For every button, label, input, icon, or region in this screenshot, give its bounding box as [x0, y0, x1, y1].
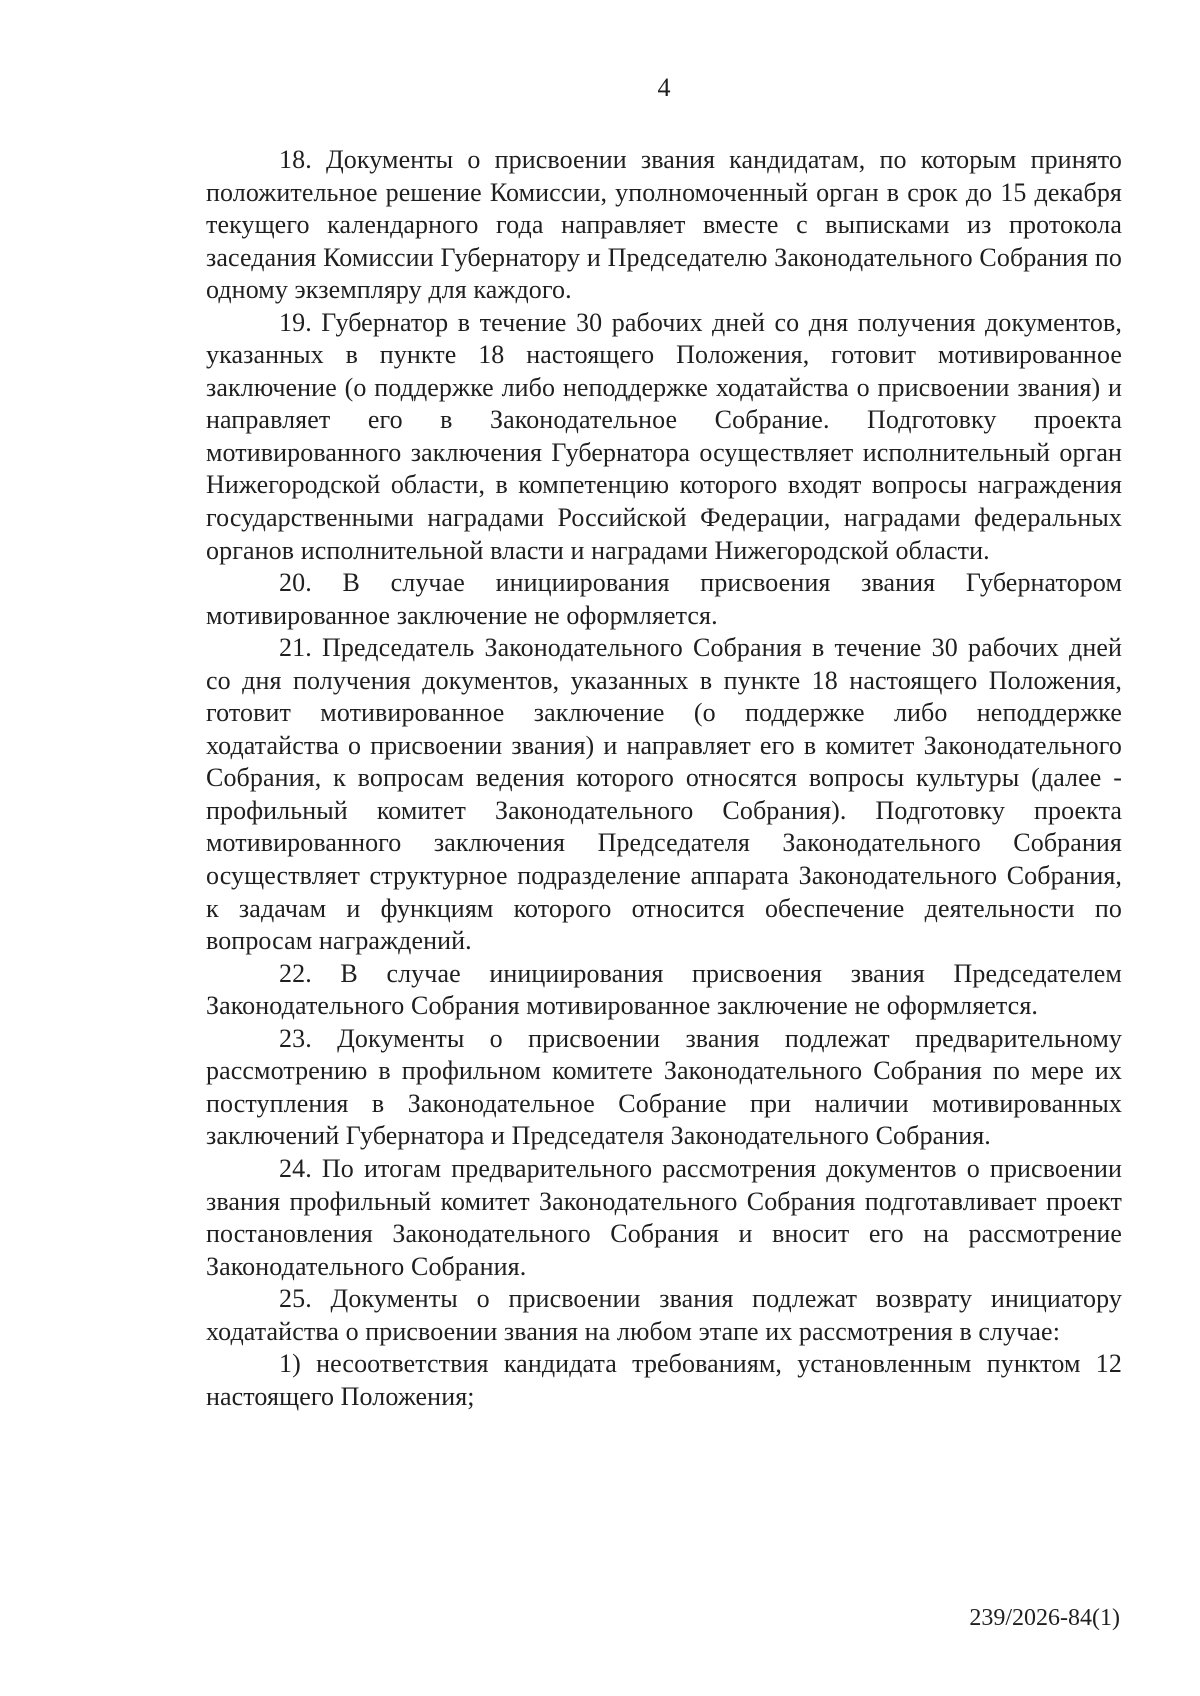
- document-body: [206, 144, 1122, 1413]
- paragraph-20: 20. В случае инициирования присвоения звания Губернатором мотивированное заключение не оформляется.: [206, 568, 1122, 630]
- page-number: 4: [657, 73, 671, 102]
- paragraph-24: 24. По итогам предварительного рассмотрения документов о присвоении звания профильный комитет Законодательного Собрания подготавливает проект постановления Законодательного Собрания и вносит его на рассмотрение Законодательного Собрания.: [206, 1153, 1122, 1281]
- paragraph-25-item-1: 1) несоответствия кандидата требованиям, установленным пунктом 12 настоящего Положения;: [206, 1349, 1122, 1411]
- paragraph-21: 21. Председатель Законодательного Собрания в течение 30 рабочих дней со дня получения документов, указанных в пункте 18 настоящего Положения, готовит мотивированное заключение (о поддержке либо неподдержке ходатайства о присвоении звания) и направляет его в комитет Законодательного Собрания, к вопросам ведения которого относятся вопросы культуры (далее - профильный комитет Законодательного Собрания). Подготовку проекта мотивированного заключения Председателя Законодательного Собрания осуществляет структурное подразделение аппарата Законодательного Собрания, к задачам и функциям которого относится обеспечение деятельности по вопросам награждений.: [206, 633, 1122, 956]
- paragraph-18: 18. Документы о присвоении звания кандидатам, по которым принято положительное решение Комиссии, уполномоченный орган в срок до 15 декабря текущего календарного года направляет вместе с выписками из протокола заседания Комиссии Губернатору и Председателю Законодательного Собрания по одному экземпляру для каждого.: [206, 145, 1122, 305]
- paragraph-22: 22. В случае инициирования присвоения звания Председателем Законодательного Собрания мотивированное заключение не оформляется.: [206, 958, 1122, 1021]
- paragraph-25: 25. Документы о присвоении звания подлежат возврату инициатору ходатайства о присвоении звания на любом этапе их рассмотрения в случае:: [206, 1284, 1122, 1346]
- document-code: 239/2026-84(1): [969, 1605, 1120, 1631]
- paragraph-23: 23. Документы о присвоении звания подлежат предварительному рассмотрению в профильном комитете Законодательного Собрания по мере их поступления в Законодательное Собрание при наличии мотивированных заключений Губернатора и Председателя Законодательного Собрания.: [206, 1023, 1122, 1151]
- paragraph-19: 19. Губернатор в течение 30 рабочих дней со дня получения документов, указанных в пункте 18 настоящего Положения, готовит мотивированное заключение (о поддержке либо неподдержке ходатайства о присвоении звания) и направляет его в Законодательное Собрание. Подготовку проекта мотивированного заключения Губернатора осуществляет исполнительный орган Нижегородской области, в компетенцию которого входят вопросы награждения государственными наградами Российской Федерации, наградами федеральных органов исполнительной власти и наградами Нижегородской области.: [206, 307, 1122, 565]
